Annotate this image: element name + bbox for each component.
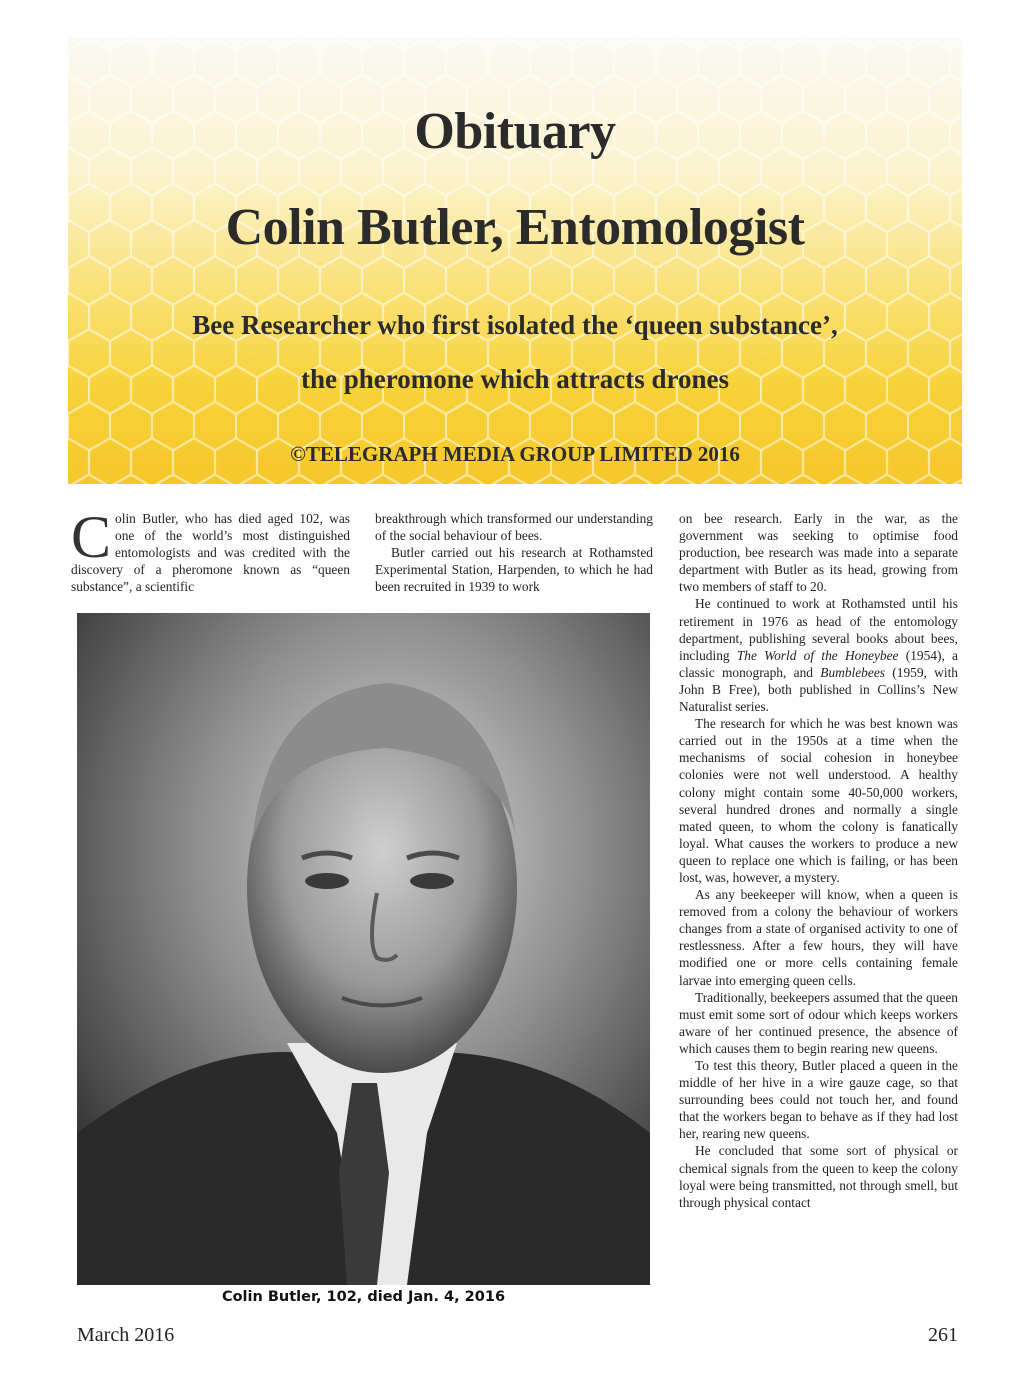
text-run: (1959, with John B Free), both published in Collins’s New Naturalist series. — [679, 664, 958, 715]
banner-subtitle-line2: the pheromone which attracts drones — [301, 364, 729, 394]
banner-subtitle-line1: Bee Researcher who first isolated the ‘queen substance’, — [192, 310, 838, 340]
paragraph: To test this theory, Butler placed a queen in the middle of her hive in a wire gauze cage, so that surrounding bees could not touch her, and found that the workers began to behave as if they had lost her, rearing new queens. — [679, 1058, 958, 1142]
paragraph: on bee research. Early in the war, as the government was seeking to optimise food production, bee research was made into a separate department with Butler as its head, growing from two members of staff to 20. — [679, 511, 958, 595]
paragraph: Butler carried out his research at Rothamsted Experimental Station, Harpenden, to which he had been recruited in 1939 to work — [375, 545, 653, 595]
book-title: Bumblebees — [820, 664, 885, 680]
portrait-illustration — [77, 613, 650, 1285]
drop-cap: C — [71, 504, 112, 570]
article-column-2 — [375, 510, 653, 595]
paragraph: breakthrough which transformed our understanding of the social behaviour of bees. — [375, 511, 653, 544]
banner-title: Obituary — [414, 103, 616, 160]
paragraph: olin Butler, who has died aged 102, was one of the world’s most distinguished entomologists and was credited with the discovery of a pheromone known as “queen substance”, a scientific — [71, 511, 350, 595]
book-title: The World of the Honeybee — [736, 647, 899, 663]
page-number: 261 — [928, 1324, 958, 1346]
article-column-1 — [71, 504, 350, 595]
footer-date: March 2016 — [77, 1324, 175, 1346]
portrait-photo — [77, 613, 650, 1285]
photo-caption: Colin Butler, 102, died Jan. 4, 2016 — [221, 1289, 506, 1305]
paragraph: Traditionally, beekeepers assumed that the queen must emit some sort of odour which keeps workers aware of her continued presence, the absence of which causes them to begin rearing new queens. — [679, 989, 958, 1056]
text-run: (1954), a classic monograph, and — [679, 647, 958, 680]
paragraph: The research for which he was best known was carried out in the 1950s at a time when the mechanisms of social cohesion in honeybee colonies were not well understood. A healthy colony might contain some 40-50,000 workers, several hundred drones and normally a single mated queen, to whom the colony is fanatically loyal. What causes the workers to produce a new queen to replace one which is failing, or has been lost, was, however, a mystery. — [679, 716, 958, 885]
banner-copyright: ©TELEGRAPH MEDIA GROUP LIMITED 2016 — [290, 442, 740, 466]
article-column-3 — [679, 510, 958, 1211]
banner-name: Colin Butler, Entomologist — [225, 199, 805, 256]
paragraph: He concluded that some sort of physical or chemical signals from the queen to keep the colony loyal were being transmitted, not through smell, but through physical contact — [679, 1143, 958, 1210]
obituary-banner — [68, 38, 962, 484]
text-run: He continued to work at Rothamsted until his retirement in 1976 as head of the entomology department, publishing several books about bees, including — [679, 596, 958, 663]
paragraph — [679, 595, 958, 715]
paragraph: As any beekeeper will know, when a queen is removed from a colony the behaviour of workers changes from a state of organised activity to one of restlessness. After a few hours, they will have modified one or more cells containing female larvae into emerging queen cells. — [679, 887, 958, 988]
